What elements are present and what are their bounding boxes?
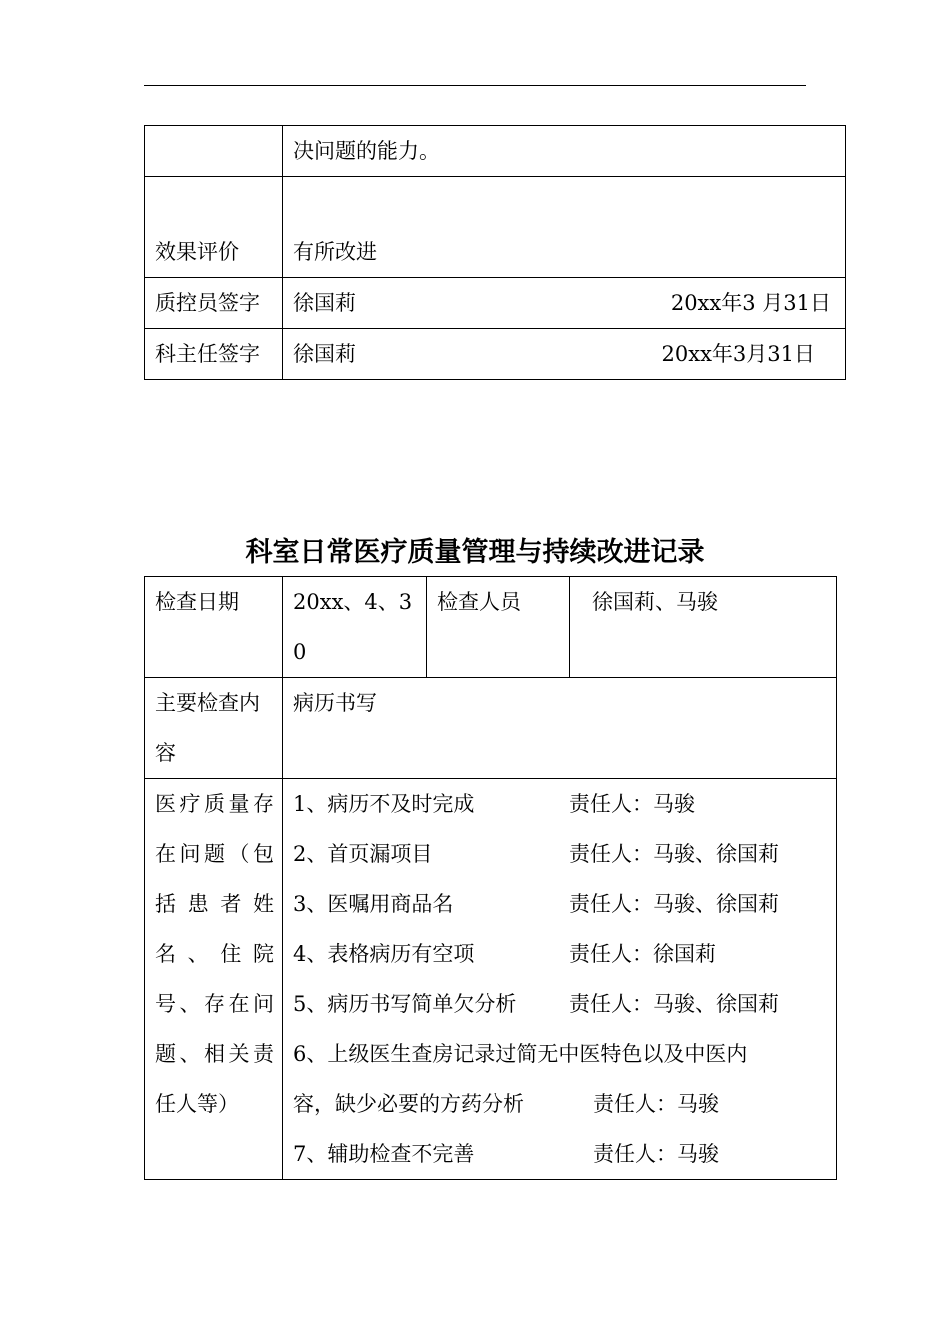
inspector-value: 徐国莉、马骏 <box>570 577 837 678</box>
director-sign-label: 科主任签字 <box>145 329 283 380</box>
table-row <box>145 177 846 278</box>
content-label-line: 主要检查内 <box>155 691 260 715</box>
qc-sign-name: 徐国莉 <box>293 291 356 315</box>
issues-label-line: 号、存在问 <box>155 992 274 1016</box>
header-rule <box>144 85 806 86</box>
table-row <box>145 126 846 177</box>
continuation-text: 决问题的能力。 <box>283 126 846 177</box>
qc-sign-date: 20xx年3 月31日 <box>670 291 831 315</box>
content-label <box>145 678 283 779</box>
list-item <box>293 829 826 879</box>
issues-label-line: 题、相关责 <box>155 1042 274 1066</box>
issue-responsible: 责任人：马骏 <box>593 1092 719 1116</box>
table-row <box>145 278 846 329</box>
record-title: 科室日常医疗质量管理与持续改进记录 <box>245 537 705 568</box>
issue-text: 4、表格病历有空项 <box>293 942 475 966</box>
list-item <box>293 1079 826 1129</box>
issues-list <box>283 779 837 1180</box>
qc-sign-cell <box>283 278 846 329</box>
issues-label <box>145 779 283 1180</box>
issue-responsible: 责任人：马骏、徐国莉 <box>569 992 779 1016</box>
issue-text: 1、病历不及时完成 <box>293 792 475 816</box>
table-row <box>145 678 837 779</box>
issue-responsible: 责任人：马骏、徐国莉 <box>569 842 779 866</box>
issues-label-line: 任人等） <box>155 1092 239 1116</box>
issue-text: 3、医嘱用商品名 <box>293 892 454 916</box>
table-row <box>145 779 837 1180</box>
issue-responsible: 责任人：马骏、徐国莉 <box>569 892 779 916</box>
empty-cell <box>145 126 283 177</box>
issues-label-line: 在问题（包 <box>155 842 274 866</box>
check-date-label: 检查日期 <box>145 577 283 678</box>
qc-sign-label: 质控员签字 <box>145 278 283 329</box>
list-item <box>293 979 826 1029</box>
evaluation-table <box>144 125 846 380</box>
issue-text: 5、病历书写简单欠分析 <box>293 992 517 1016</box>
check-date-line: 20xx、4、3 <box>293 590 413 614</box>
table-row <box>145 577 837 678</box>
issues-label-line: 括 患 者 姓 <box>155 892 274 916</box>
list-item <box>293 929 826 979</box>
inspector-label: 检查人员 <box>427 577 570 678</box>
effect-value: 有所改进 <box>283 177 846 278</box>
check-date-line: 0 <box>293 640 307 664</box>
issue-text: 6、上级医生查房记录过简无中医特色以及中医内 <box>293 1042 748 1066</box>
issue-responsible: 责任人：马骏 <box>569 792 695 816</box>
list-item <box>293 779 826 829</box>
issue-text: 7、辅助检查不完善 <box>293 1142 475 1166</box>
content-label-line: 容 <box>155 741 176 765</box>
list-item <box>293 1129 826 1179</box>
table-row <box>145 329 846 380</box>
issue-responsible: 责任人：马骏 <box>593 1142 719 1166</box>
quality-record-table <box>144 576 837 1180</box>
check-date-value <box>283 577 427 678</box>
issue-text: 容，缺少必要的方药分析 <box>293 1092 524 1116</box>
issue-text: 2、首页漏项目 <box>293 842 433 866</box>
effect-label: 效果评价 <box>145 177 283 278</box>
director-sign-date: 20xx年3月31日 <box>661 342 815 366</box>
director-sign-name: 徐国莉 <box>293 342 356 366</box>
list-item <box>293 879 826 929</box>
director-sign-cell <box>283 329 846 380</box>
content-value: 病历书写 <box>283 678 837 779</box>
issues-label-line: 医疗质量存 <box>155 792 274 816</box>
issues-label-line: 名 、 住 院 <box>155 942 274 966</box>
issue-responsible: 责任人：徐国莉 <box>569 942 716 966</box>
